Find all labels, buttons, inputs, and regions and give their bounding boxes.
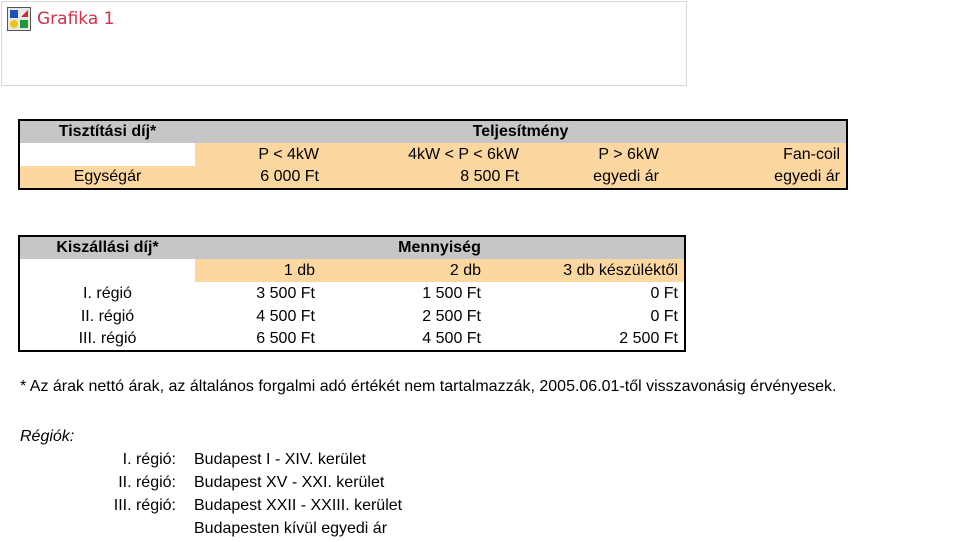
cleaning-fee-table (18, 119, 848, 190)
table-cell: 1 500 Ft (321, 282, 487, 305)
power-group-header: Teljesítmény (195, 120, 847, 143)
table-cell: 0 Ft (487, 282, 685, 305)
table-cell: 3 500 Ft (195, 282, 321, 305)
region-key-label: II. régió: (118, 474, 176, 491)
row-label: II. régió (19, 305, 195, 328)
column-header: 3 db készüléktől (487, 259, 685, 282)
regions-title: Régiók: (20, 428, 75, 445)
region-key (0, 497, 176, 519)
table-cell: 2 500 Ft (487, 328, 685, 351)
table-cell: 6 500 Ft (195, 328, 321, 351)
unit-price-label: Egységár (19, 166, 195, 189)
chart-object-icon (7, 7, 31, 31)
table-row (19, 305, 685, 328)
chart-object[interactable] (1, 1, 687, 86)
empty-cell (19, 143, 195, 166)
column-header: 4kW < P < 6kW (325, 143, 525, 166)
chart-title: Grafika 1 (37, 9, 115, 29)
table-cell: 8 500 Ft (325, 166, 525, 189)
table-row (19, 282, 685, 305)
table-cell: 4 500 Ft (195, 305, 321, 328)
column-header: P < 4kW (195, 143, 325, 166)
quantity-group-header: Mennyiség (195, 236, 685, 259)
table-cell: egyedi ár (665, 166, 847, 189)
region-value: Budapest XV - XXI. kerület (194, 474, 385, 491)
region-value: Budapest I - XIV. kerület (194, 451, 366, 468)
table-cell: 0 Ft (487, 305, 685, 328)
delivery-fee-table (18, 235, 686, 352)
row-label: I. régió (19, 282, 195, 305)
table-cell: 2 500 Ft (321, 305, 487, 328)
region-value: Budapest XXII - XXIII. kerület (194, 497, 403, 514)
table-cell: 6 000 Ft (195, 166, 325, 189)
cleaning-corner-label: Tisztítási díj* (19, 120, 195, 143)
region-key (0, 474, 176, 496)
region-key-label: III. régió: (113, 497, 176, 514)
region-key (0, 451, 176, 473)
delivery-corner-label: Kiszállási díj* (19, 236, 195, 259)
chart-header (2, 2, 686, 36)
table-row (19, 328, 685, 351)
table-cell: 4 500 Ft (321, 328, 487, 351)
region-value: Budapesten kívül egyedi ár (194, 520, 388, 537)
table-cell: egyedi ár (525, 166, 665, 189)
footnote: * Az árak nettó árak, az általános forgalmi adó értékét nem tartalmazzák, 2005.06.01-től visszavonásig érvényesek. (20, 378, 837, 395)
column-header: 2 db (321, 259, 487, 282)
column-header: Fan-coil (665, 143, 847, 166)
column-header: P > 6kW (525, 143, 665, 166)
empty-cell (19, 259, 195, 282)
row-label: III. régió (19, 328, 195, 351)
region-key-label: I. régió: (122, 451, 176, 468)
column-header: 1 db (195, 259, 321, 282)
